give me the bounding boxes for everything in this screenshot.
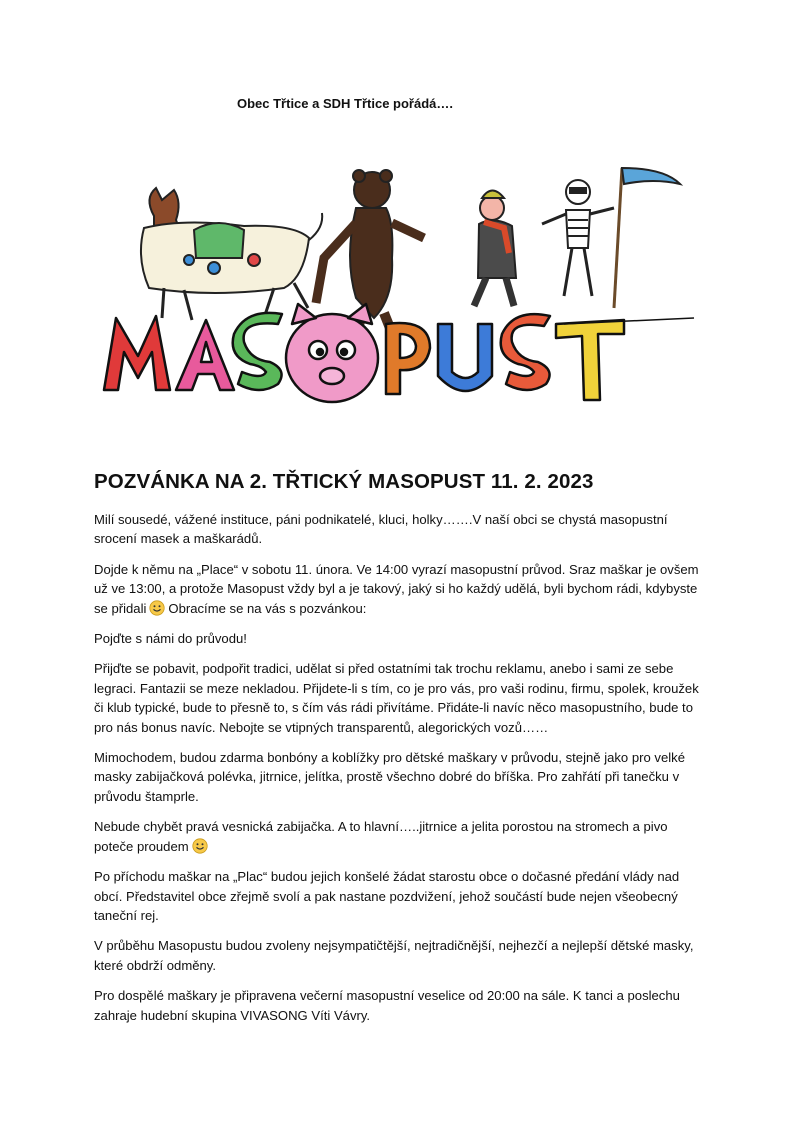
skeleton-figure	[542, 168, 680, 308]
organizer-line: Obec Třtice a SDH Třtice pořádá….	[236, 96, 453, 111]
paragraph-schedule	[94, 560, 704, 618]
invitation-body	[94, 510, 704, 1036]
paragraph-greeting: Milí sousedé, vážené instituce, páni podnikatelé, kluci, holky…….V naší obci se chystá masopustní srocení masek a maškarádů.	[94, 512, 668, 547]
horse-figure	[141, 188, 322, 320]
paragraph-pig-slaughter	[94, 817, 704, 856]
smiley-icon	[149, 600, 165, 616]
paragraph-call: Pojďte s námi do průvodu!	[94, 631, 247, 647]
child-figure	[474, 191, 516, 307]
smiley-icon	[192, 838, 208, 854]
paragraph-schedule-text: Dojde k němu na „Place“ v sobotu 11. února. Ve 14:00 vyrazí masopustní průvod. Sraz maškar je ovšem už ve 13:00, a protože Masopust vždy byl a je takový, jaký si ho každý udělá, byli bychom rádi, kdybyste se přidali	[94, 561, 699, 616]
invitation-headline: POZVÁNKA NA 2. TŘTICKÝ MASOPUST 11. 2. 2023	[94, 470, 594, 493]
masopust-logo-illustration	[94, 128, 700, 450]
paragraph-treats: Mimochodem, budou zdarma bonbóny a koblížky pro dětské maškary v průvodu, stejně jako pro velké masky zabijačková polévka, jitrnice, jelítka, prostě všechno dobré do bříška. Pro zahřátí při tanečku v průvodu štamprle.	[94, 750, 685, 804]
paragraph-fun: Přijďte se pobavit, podpořit tradici, udělat si před ostatními tak trochu reklamu, anebo i sami ze sebe legraci. Fantazii se meze nekladou. Přijdete-li s tím, co je pro vás, pro vaši rodinu, firmu, spolek, kroužek či klub typické, bude to přesně to, s čím vás rádi přivítáme. Přidáte-li navíc něco masopustního, bude to pro nás bonus navíc. Nebojte se vtipných transparentů, alegorických vozů……	[94, 661, 699, 735]
paragraph-schedule-end: Obracíme se na vás s pozvánkou:	[168, 600, 367, 616]
paragraph-awards: V průběhu Masopustu budou zvoleny nejsympatičtější, nejtradičnější, nejhezčí a nejlepší dětské masky, které obdrží odměny.	[94, 938, 694, 973]
paragraph-evening-party: Pro dospělé maškary je připravena večerní masopustní veselice od 20:00 na sále. K tanci a poslechu zahraje hudební skupina VIVASONG Víti Vávry.	[94, 988, 680, 1023]
paragraph-pig-slaughter-text: Nebude chybět pravá vesnická zabijačka. A to hlavní…..jitrnice a jelita porostou na stromech a pivo poteče proudem	[94, 819, 668, 854]
paragraph-arrival: Po příchodu maškar na „Plac“ budou jejich konšelé žádat starostu obce o dočasné předání vlády nad obcí. Představitel obce zřejmě svolí a pak nastane pozdvižení, jehož součástí bude nejen všeobecný taneční rej.	[94, 869, 680, 923]
